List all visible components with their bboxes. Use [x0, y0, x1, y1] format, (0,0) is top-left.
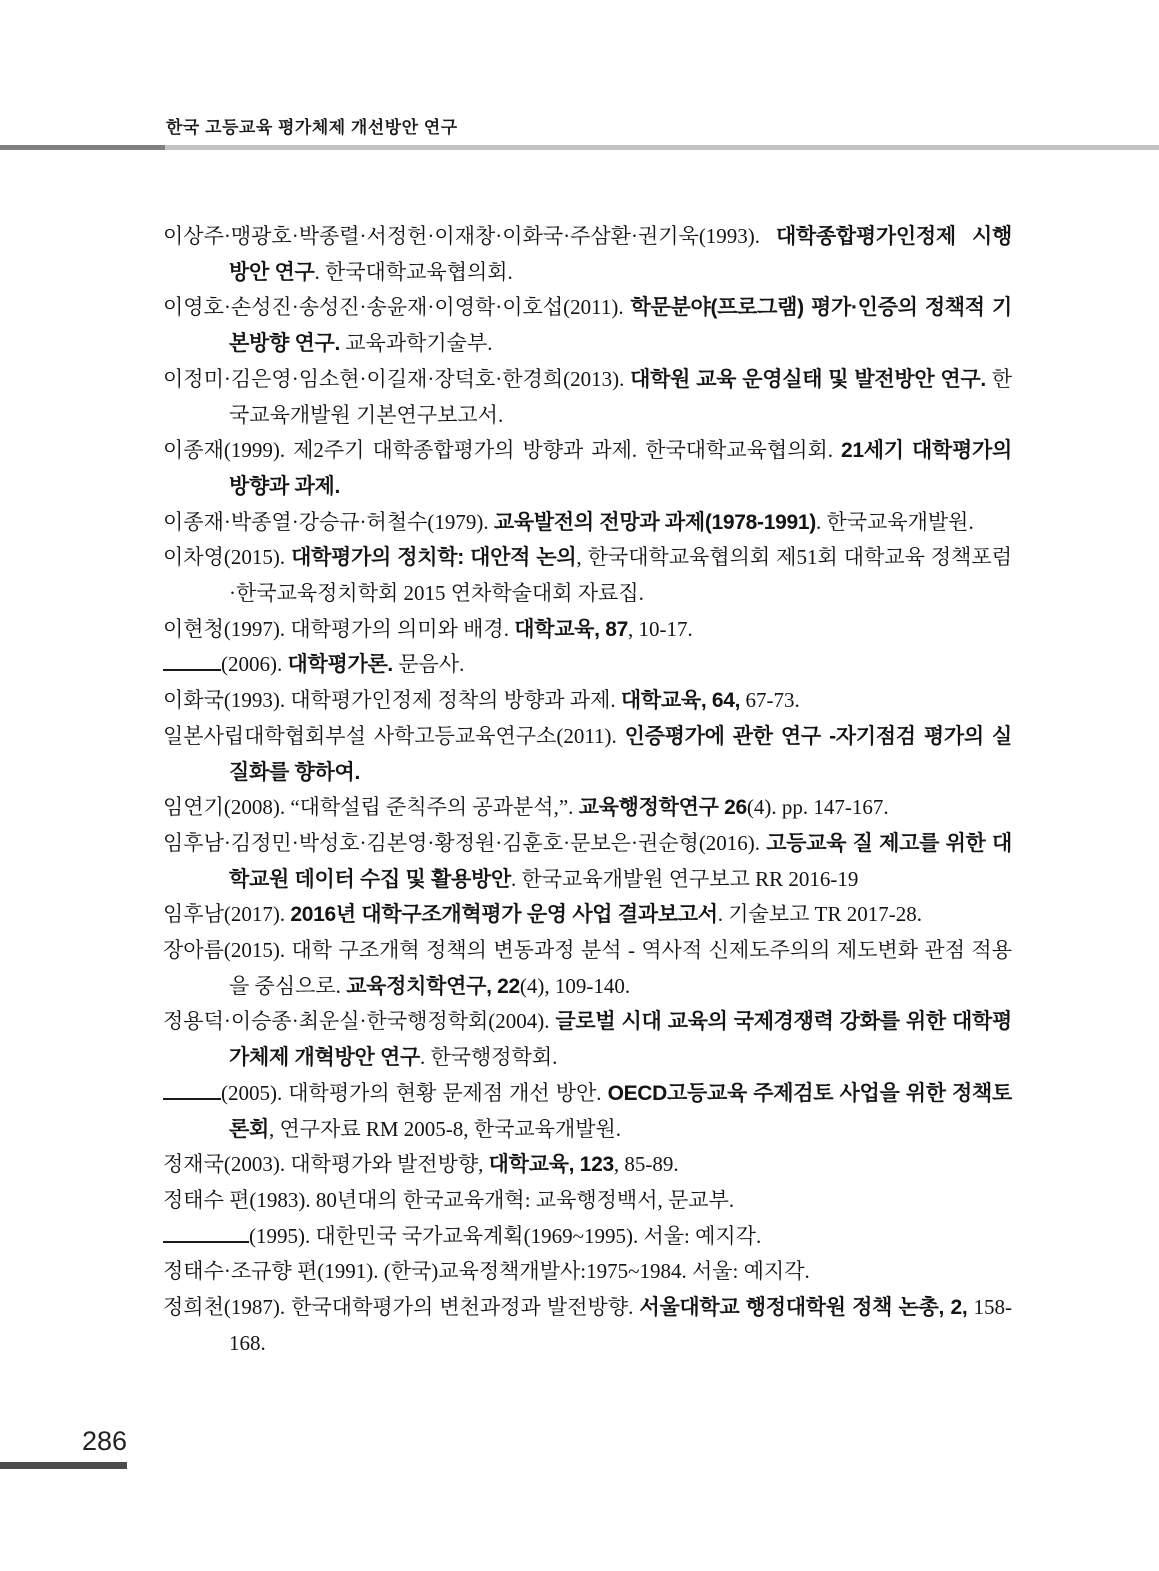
header-rule-light-segment [165, 145, 1159, 150]
reference-text: 이정미·김은영·임소현·이길재·장덕호·한경희(2013). [163, 366, 631, 391]
reference-title-bold: 대학원 교육 운영실태 및 발전방안 연구. [630, 367, 986, 391]
reference-title-bold: 대학교육, 87 [514, 617, 628, 641]
reference-title-bold: 교육발전의 전망과 과제(1978-1991) [493, 510, 816, 534]
reference-text: 이현청(1997). 대학평가의 의미와 배경. [163, 616, 515, 641]
reference-text: 이상주·맹광호·박종렬·서정헌·이재창·이화국·주삼환·권기욱(1993). [163, 224, 776, 248]
reference-title-bold: 교육정치학연구, 22 [346, 974, 520, 998]
blank-author-line [163, 1096, 221, 1100]
reference-text: 정용덕·이승종·최운실·한국행정학회(2004). [163, 1009, 556, 1034]
reference-item [163, 1254, 1012, 1290]
reference-text: 정태수·조규향 편(1991). (한국)교육정책개발사:1975~1984. 서울: 예지각. [163, 1259, 810, 1284]
reference-text: 임연기(2008). “대학설립 준칙주의 공과분석,”. [163, 795, 579, 820]
reference-text: (4). pp. 147-167. [746, 795, 889, 820]
reference-item [163, 719, 1012, 790]
reference-text: , 한국대학교육협의회 제51회 대학교육 정책포럼·한국교육정치학회 2015 연차학술대회 자료집. [229, 545, 1012, 606]
reference-item [163, 647, 1012, 683]
reference-text: 이차영(2015). [163, 545, 292, 570]
reference-text: 임후남(2017). [163, 902, 291, 927]
header-rule-dark-segment [0, 145, 165, 150]
reference-title-bold: 대학평가론. [287, 653, 393, 677]
reference-item [163, 1183, 1012, 1219]
reference-item [163, 612, 1012, 648]
reference-title-bold: 학문분야(프로그램) 평가·인증의 정책적 기본방향 연구. [229, 296, 1012, 356]
reference-text: 일본사립대학협회부설 사학고등교육연구소(2011). [163, 723, 625, 748]
reference-text: 이화국(1993). 대학평가인정제 정착의 방향과 과제. [163, 688, 621, 713]
blank-author-line [163, 667, 221, 671]
reference-item [163, 290, 1012, 361]
reference-text: 장아름(2015). 대학 구조개혁 정책의 변동과정 분석 - 역사적 신제도주의의 제도변화 관점 적용을 중심으로. [163, 938, 1012, 998]
reference-text: . 한국교육개발원. [815, 509, 974, 534]
reference-item [163, 362, 1012, 433]
reference-text: 67-73. [740, 688, 800, 713]
reference-title-bold: 대학교육, 123 [488, 1153, 614, 1177]
reference-text: , 10-17. [628, 616, 693, 641]
reference-text: 이종재(1999). 제2주기 대학종합평가의 방향과 과제. 한국대학교육협의회. [163, 438, 842, 463]
reference-title-bold: 대학교육, 64, [620, 689, 741, 713]
reference-text: . 한국대학교육협의회. [314, 259, 513, 284]
reference-item [163, 1076, 1012, 1147]
reference-text: 정희천(1987). 한국대학평가의 변천과정과 발전방향. [163, 1295, 640, 1320]
reference-text: . 한국교육개발원 연구보고 RR 2016-19 [510, 866, 859, 891]
reference-item [163, 933, 1012, 1004]
reference-item [163, 897, 1012, 933]
reference-title-bold: 인증평가에 관한 연구 -자기점검 평가의 실질화를 향하여. [229, 724, 1012, 784]
reference-item [163, 826, 1012, 897]
reference-text: 정재국(2003). 대학평가와 발전방향, [163, 1152, 489, 1177]
reference-text: 문음사. [392, 652, 465, 677]
reference-title-bold: 대학평가의 정치학: 대안적 논의 [291, 546, 577, 570]
reference-text: 교육과학기술부. [340, 331, 493, 356]
reference-item [163, 1290, 1012, 1361]
reference-item [163, 1004, 1012, 1075]
reference-item [163, 1147, 1012, 1183]
reference-title-bold: 대학종합평가인정제 시행 방안 연구 [229, 225, 1012, 284]
reference-item [163, 505, 1012, 541]
reference-title-bold: 2016년 대학구조개혁평가 운영 사업 결과보고서 [290, 903, 718, 927]
reference-text: 임후남·김정민·박성호·김본영·황정원·김훈호·문보은·권순형(2016). [163, 830, 767, 855]
reference-text: , 연구자료 RM 2005-8, 한국교육개발원. [268, 1116, 622, 1141]
reference-text: 이영호·손성진·송성진·송윤재·이영학·이호섭(2011). [163, 295, 631, 320]
reference-text: (2006). [221, 652, 288, 677]
reference-text: . 한국행정학회. [419, 1045, 558, 1070]
reference-text: 이종재·박종열·강승규·허철수(1979). [163, 509, 494, 534]
footer-bar [0, 1462, 127, 1469]
reference-text: 한국교육개발원 기본연구보고서. [229, 366, 1012, 427]
reference-item [163, 790, 1012, 826]
reference-item [163, 1219, 1012, 1255]
reference-text: (2005). 대학평가의 현황 문제점 개선 방안. [221, 1080, 608, 1105]
reference-text: (4), 109-140. [519, 973, 631, 998]
reference-title-bold: 글로벌 시대 교육의 국제경쟁력 강화를 위한 대학평가체제 개혁방안 연구 [229, 1010, 1012, 1070]
reference-text: . 기술보고 TR 2017-28. [717, 902, 922, 927]
reference-title-bold: 고등교육 질 제고를 위한 대학교원 데이터 수집 및 활용방안 [229, 831, 1012, 891]
reference-item [163, 540, 1012, 611]
blank-author-line [163, 1239, 249, 1243]
reference-item [163, 219, 1012, 290]
running-head-title: 한국 고등교육 평가체제 개선방안 연구 [166, 118, 458, 137]
page-number: 286 [82, 1426, 128, 1456]
reference-title-bold: 서울대학교 행정대학원 정책 논총, 2, [639, 1296, 968, 1320]
reference-text: (1995). 대한민국 국가교육계획(1969~1995). 서울: 예지각. [249, 1223, 762, 1248]
reference-item [163, 683, 1012, 719]
reference-text: 정태수 편(1983). 80년대의 한국교육개혁: 교육행정백서, 문교부. [163, 1187, 735, 1212]
reference-title-bold: OECD고등교육 주제검토 사업을 위한 정책토론회 [229, 1081, 1012, 1141]
reference-text: 158-168. [229, 1295, 1013, 1355]
header-rule [0, 145, 1159, 150]
reference-title-bold: 교육행정학연구 26 [578, 796, 747, 820]
reference-item [163, 433, 1012, 504]
reference-text: , 85-89. [613, 1152, 679, 1177]
references-list [163, 219, 1012, 1362]
reference-title-bold: 21세기 대학평가의 방향과 과제. [229, 439, 1012, 498]
